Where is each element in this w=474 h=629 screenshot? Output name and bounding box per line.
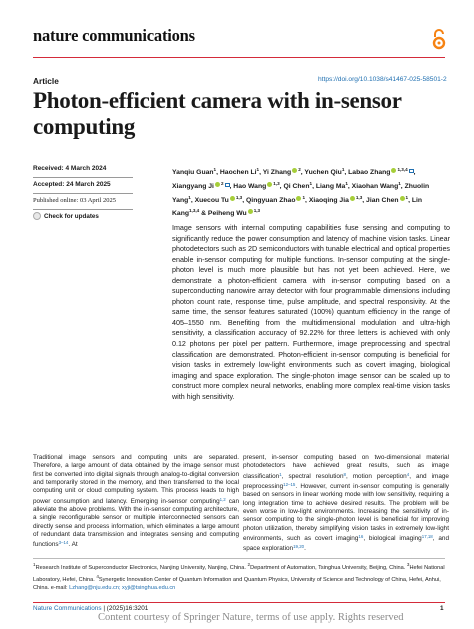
accepted-date: Accepted: 24 March 2025	[33, 181, 111, 188]
author-affiliation: 1,3	[273, 180, 280, 186]
author-name[interactable]: Jian Chen	[366, 196, 399, 204]
author-affiliation: 2	[220, 180, 224, 186]
author-affiliation: 1,3	[253, 208, 261, 214]
orcid-icon[interactable]	[248, 209, 253, 214]
affiliations-footnote	[33, 561, 447, 593]
affiliation-text: Research Institute of Superconductor Electronics, Nanjing University, Nanjing, China.	[35, 565, 248, 571]
author-separator: ,	[229, 182, 234, 190]
doi-link[interactable]: https://doi.org/10.1038/s41467-025-58501-2	[318, 76, 447, 83]
body-text: , biological imaging	[363, 535, 422, 543]
author-name[interactable]: Yanqiu Guan	[172, 169, 214, 176]
author-name[interactable]: Hao Wang	[233, 182, 267, 190]
page-number: 1	[440, 605, 444, 612]
author-separator: ,	[300, 169, 305, 176]
body-text: .	[304, 545, 306, 553]
citation-link[interactable]: 4	[406, 471, 410, 477]
body-text: . At	[68, 541, 78, 549]
author-name[interactable]: Lin Kang	[172, 196, 423, 218]
author-name[interactable]: Peiheng Wu	[207, 210, 247, 218]
received-date: Received: 4 March 2024	[33, 165, 107, 172]
author-list	[172, 165, 450, 220]
email-links[interactable]: Lzhang@nju.edu.cn; xyji@tsinghua.edu.cn	[69, 585, 176, 591]
author-affiliation: 1,3	[355, 194, 363, 200]
author-name[interactable]: Yi Zhang	[262, 169, 292, 176]
author-affiliation: 1	[398, 180, 401, 186]
email-label: e-mail:	[50, 585, 70, 591]
orcid-icon[interactable]	[230, 196, 235, 201]
affiliation-number: 4	[96, 573, 99, 579]
author-affiliation: 1	[309, 180, 313, 186]
author-name[interactable]: Labao Zhang	[348, 169, 391, 176]
body-text: can alleviate the above problems. With the in-sensor computing architecture, a single reconfigurable sensor or multiple interconnected sensors can directly sense and process information, which eliminates a large amount of redundant data transmission and integrates sensing and computing functions	[33, 497, 239, 549]
body-text: . However, current in-sensor computing is generally based on sensors in linear working mode with low sensitivity, requiring a long integration time to achieve desired results. The problem will be even worse in low-light environments. Increasing the sensitivity of in-sensor computing to the single-photon level is beneficial for improving photon utilization, thereby simplifying vision tasks in extremely low-light environments, such as covert imaging	[243, 483, 449, 543]
author-name[interactable]: Qi Chen	[283, 182, 310, 190]
author-affiliation: 1	[345, 180, 348, 186]
header-rule	[33, 57, 445, 58]
body-text: , spectral resolution	[281, 472, 344, 480]
author-name[interactable]: Xiangyang Ji	[172, 182, 214, 190]
citation-link[interactable]: 16	[358, 534, 364, 540]
author-affiliation: 1	[213, 167, 217, 172]
author-name[interactable]: Zhuolin Yang	[172, 182, 430, 204]
citation-link[interactable]: 12–15	[283, 482, 296, 488]
footer-citation	[33, 605, 148, 612]
author-affiliation: 1	[256, 167, 260, 172]
affiliation-number: 1	[33, 562, 36, 567]
orcid-icon[interactable]	[350, 196, 355, 201]
author-name[interactable]: Qingyuan Zhao	[246, 196, 296, 204]
author-separator: ,	[344, 169, 349, 176]
author-affiliation: 1	[188, 194, 191, 200]
orcid-icon[interactable]	[267, 182, 272, 187]
author-separator: ,	[305, 196, 309, 204]
affiliation-text: Department of Automation, Tsinghua University, Beijing, China.	[250, 565, 407, 571]
body-text: , and image preprocessing	[243, 472, 449, 491]
author-name[interactable]: Xiaoqing Jia	[308, 196, 349, 204]
body-text: , and space exploration	[243, 535, 449, 553]
citation-link[interactable]: 17,18	[421, 534, 433, 540]
author-affiliation: 2	[298, 167, 301, 172]
author-separator: ,	[408, 196, 412, 204]
meta-divider	[33, 209, 133, 210]
check-updates-label: Check for updates	[44, 212, 99, 220]
author-name[interactable]: Xuecou Tu	[194, 196, 229, 204]
citation-link[interactable]: 19,20	[293, 544, 305, 550]
author-name[interactable]: Yuchen Qiu	[304, 169, 342, 176]
meta-divider	[33, 193, 133, 194]
author-affiliation: 1	[405, 194, 409, 200]
orcid-icon[interactable]	[391, 168, 396, 173]
author-separator: ,	[312, 182, 316, 190]
author-separator: ,	[242, 196, 247, 204]
author-name[interactable]: Haochen Li	[219, 169, 257, 176]
courtesy-notice: Content courtesy of Springer Nature, terms of use apply. Rights reserved	[98, 612, 404, 623]
published-date: Published online: 03 April 2025	[33, 197, 117, 204]
check-updates-button[interactable]	[33, 212, 99, 220]
open-access-icon	[432, 28, 446, 50]
affiliation-number: 2	[247, 562, 251, 567]
footnote-divider	[33, 558, 445, 559]
citation-link[interactable]: 3–14	[58, 540, 69, 546]
abstract: Image sensors with internal computing capabilities fuse sensing and computing to significantly reduce the power consumption and latency of machine vision tasks. Linear photodetectors such as 2D semiconductors with tunable electrical and optical properties enable in-sensor computing for multiple functions. In-sensor computing at the single-photon level is much more plausible but has not yet been achieved. Here, we demonstrate a photon-efficient camera with in-sensor computing based on a superconducting nanowire array detector with four programmable dimensions including photon count rate, response time, pulse amplitude, and spectral responsivity. At the same time, the sensor features saturated (100%) quantum efficiency in the range of 405–1550 nm. Benefiting from the multidimensional modulation and ultra-high sensitivity, a classification accuracy of 92.22% for three letters is achieved with only 0.12 photons per pixel per pattern. Furthermore, image preprocessing and spectral classification are demonstrated. Photon-efficient in-sensor computing is beneficial for vision tasks in extremely low-light environments such as covert imaging, biological imaging and space exploration. The single-photon image sensor can be scaled up to construct more complex neural networks, enabling more complex real-time vision tasks with high sensitivity.	[172, 224, 450, 401]
affiliation-text: Synergetic Innovation Center of Quantum Information and Quantum Physics, University of Science and Technology of China, Hefei, Anhui, China.	[33, 576, 441, 591]
author-separator: ,	[190, 196, 195, 204]
orcid-icon[interactable]	[215, 182, 220, 187]
author-affiliation: 1,3,4	[397, 167, 408, 172]
author-affiliation: 1	[302, 194, 306, 200]
orcid-icon[interactable]	[292, 168, 297, 173]
body-text-left	[33, 454, 239, 550]
citation-link[interactable]: 8	[343, 471, 346, 477]
author-separator: ,	[216, 169, 220, 176]
journal-name: nature communications	[33, 26, 195, 45]
author-separator: ,	[413, 169, 416, 176]
author-separator: ,	[279, 182, 284, 190]
author-name[interactable]: Xiaohan Wang	[351, 182, 399, 190]
author-affiliation: 1,3,4	[189, 208, 200, 214]
article-type-label: Article	[33, 76, 59, 86]
affiliation-number: 3	[406, 562, 410, 567]
citation-link[interactable]: 1,2	[219, 496, 226, 502]
body-text: , motion perception	[345, 472, 407, 480]
body-text: present, in-sensor computing based on two-dimensional material photodetectors have achieved great results, such as image classification	[243, 454, 449, 480]
footer-journal-link[interactable]: Nature Communications	[33, 605, 102, 612]
article-title: Photon-efficient camera with in-sensor computing	[33, 88, 402, 139]
meta-divider	[33, 177, 133, 178]
author-affiliation: 1	[341, 167, 345, 172]
author-separator: ,	[347, 182, 352, 190]
citation-link[interactable]: 1	[279, 471, 282, 477]
author-affiliation: 1,3	[235, 194, 243, 200]
footer-issue: | (2025)16:3201	[101, 605, 149, 612]
author-separator: ,	[259, 169, 263, 176]
body-text: Traditional image sensors and computing units are separated. Therefore, a large amount of data obtained by the image sensor must first be converted into digital signals through analog-to-digital conversion and temporarily stored in the memory, and then transferred to the local computing unit or cloud computing system. This process leads to high power consumption and latency. Emerging in-sensor computing	[33, 454, 239, 505]
author-separator: &	[199, 210, 208, 218]
orcid-icon[interactable]	[400, 196, 405, 201]
footer-rule	[33, 602, 445, 603]
check-updates-icon	[33, 212, 41, 220]
author-name[interactable]: Liang Ma	[315, 182, 346, 190]
body-text-right	[243, 454, 449, 554]
affiliation-text: Hefei National Laboratory, Hefei, China.	[33, 565, 445, 583]
orcid-icon[interactable]	[296, 196, 301, 201]
author-separator: ,	[362, 196, 367, 204]
author-separator: ,	[400, 182, 405, 190]
